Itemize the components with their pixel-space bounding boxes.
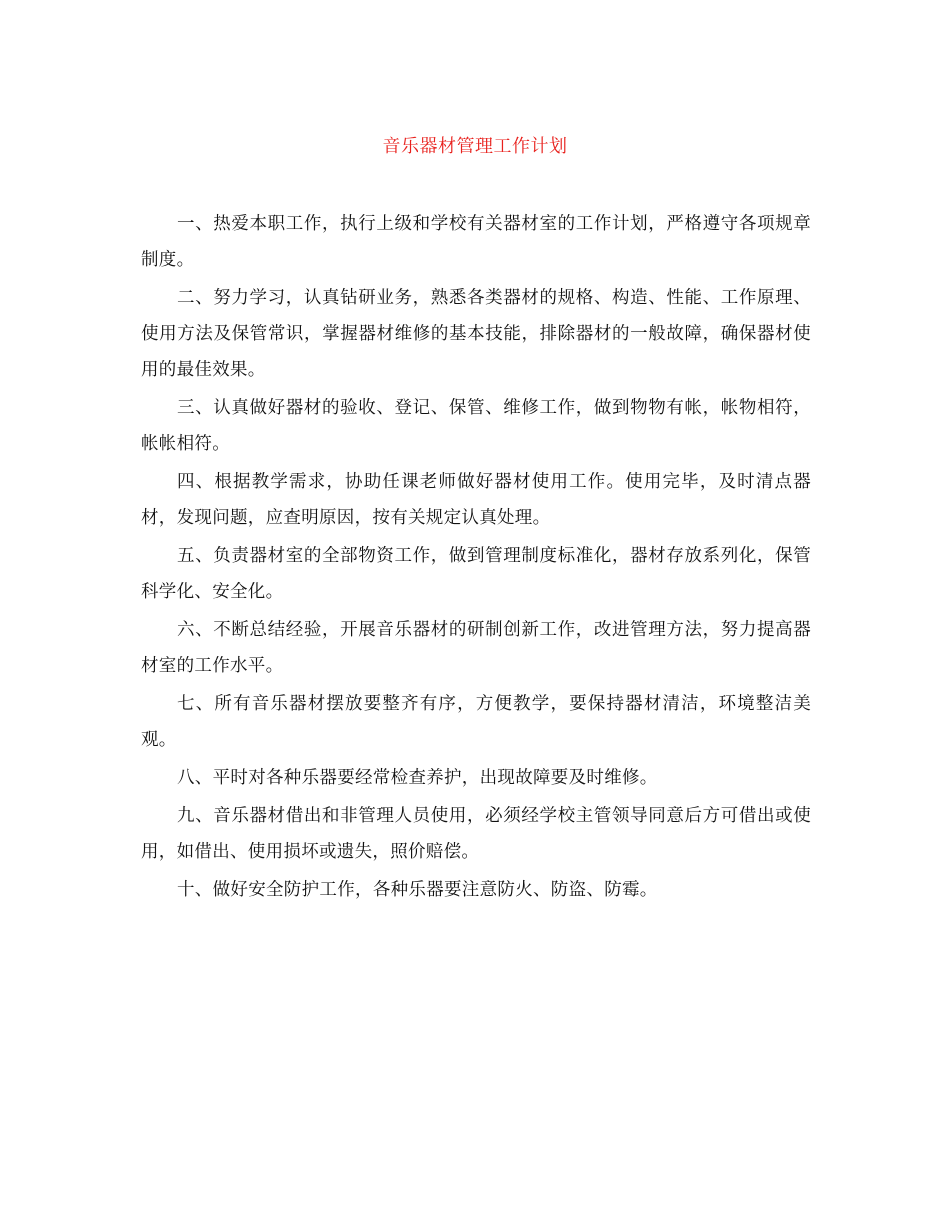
document-title: 音乐器材管理工作计划 — [382, 136, 568, 157]
paragraph-2: 二、努力学习，认真钻研业务，熟悉各类器材的规格、构造、性能、工作原理、使用方法及保管常识，掌握器材维修的基本技能，排除器材的一般故障，确保器材使用的最佳效果。 — [141, 288, 811, 380]
paragraph-4: 四、根据教学需求，协助任课老师做好器材使用工作。使用完毕，及时清点器材，发现问题，应查明原因，按有关规定认真处理。 — [141, 472, 811, 528]
paragraph-1: 一、热爱本职工作，执行上级和学校有关器材室的工作计划，严格遵守各项规章制度。 — [141, 214, 811, 270]
paragraph-6: 六、不断总结经验，开展音乐器材的研制创新工作，改进管理方法，努力提高器材室的工作水平。 — [141, 620, 811, 676]
document-body — [141, 206, 811, 910]
paragraph-8: 八、平时对各种乐器要经常检查养护，出现故障要及时维修。 — [177, 768, 658, 788]
paragraph-7: 七、所有音乐器材摆放要整齐有序，方便教学，要保持器材清洁，环境整洁美观。 — [141, 694, 811, 750]
paragraph-5: 五、负责器材室的全部物资工作，做到管理制度标准化，器材存放系列化，保管科学化、安全化。 — [141, 546, 811, 602]
paragraph-9: 九、音乐器材借出和非管理人员使用，必须经学校主管领导同意后方可借出或使用，如借出、使用损坏或遗失，照价赔偿。 — [141, 806, 811, 862]
paragraph-3: 三、认真做好器材的验收、登记、保管、维修工作，做到物物有帐，帐物相符，帐帐相符。 — [141, 398, 811, 454]
paragraph-10: 十、做好安全防护工作，各种乐器要注意防火、防盗、防霉。 — [177, 880, 658, 900]
